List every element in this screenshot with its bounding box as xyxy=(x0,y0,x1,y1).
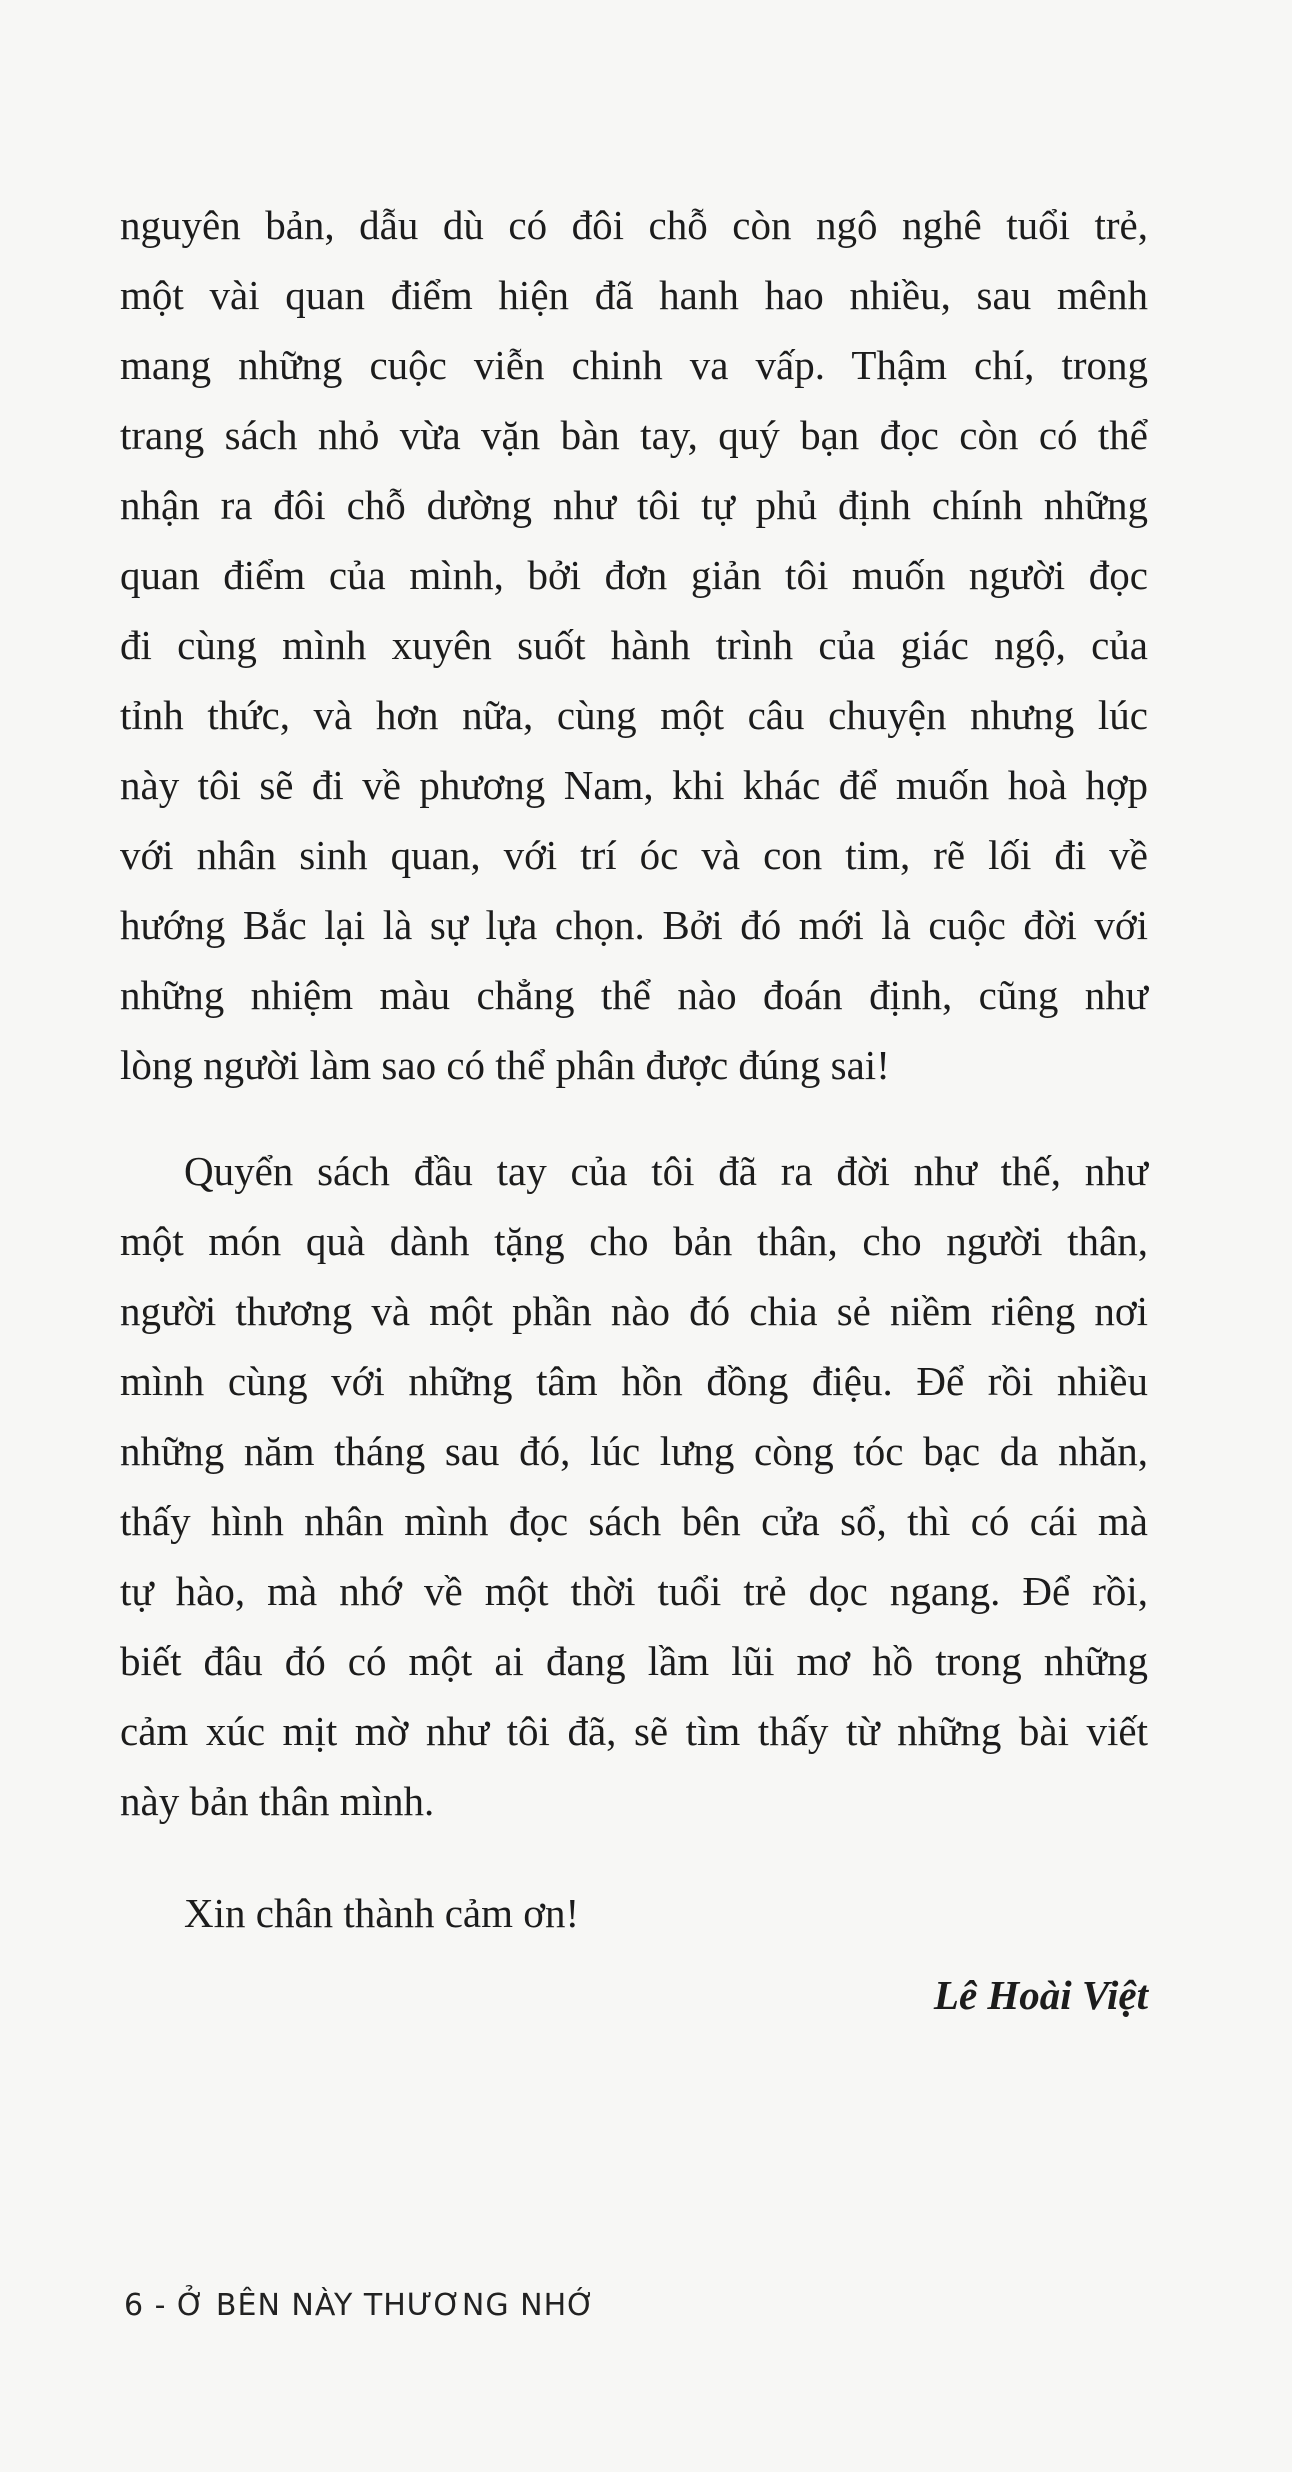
text-line: biết đâu đó có một ai đang lầm lũi mơ hồ trong những xyxy=(120,1638,1148,1684)
text-line: một món quà dành tặng cho bản thân, cho người thân, xyxy=(120,1218,1148,1264)
text-line: thấy hình nhân mình đọc sách bên cửa sổ, thì có cái mà xyxy=(120,1498,1148,1544)
closing-line: Xin chân thành cảm ơn! xyxy=(184,1890,580,1936)
text-line: những năm tháng sau đó, lúc lưng còng tóc bạc da nhăn, xyxy=(120,1428,1148,1474)
paragraph-2 xyxy=(120,1136,1148,1836)
text-line: lòng người làm sao có thể phân được đúng sai! xyxy=(120,1042,890,1088)
text-line: này bản thân mình. xyxy=(120,1778,435,1824)
page-footer: 6 - Ở BÊN NÀY THƯƠNG NHỚ xyxy=(124,2288,596,2323)
paragraph-gap xyxy=(120,1100,1148,1136)
text-line: những nhiệm màu chẳng thể nào đoán định, cũng như xyxy=(120,972,1148,1018)
text-line: cảm xúc mịt mờ như tôi đã, sẽ tìm thấy từ những bài viết xyxy=(120,1708,1148,1754)
text-line: hướng Bắc lại là sự lựa chọn. Bởi đó mới là cuộc đời với xyxy=(120,902,1148,948)
paragraph-1 xyxy=(120,190,1148,1100)
text-line: mang những cuộc viễn chinh va vấp. Thậm chí, trong xyxy=(120,342,1148,388)
text-line: quan điểm của mình, bởi đơn giản tôi muốn người đọc xyxy=(120,552,1148,598)
text-line: tỉnh thức, và hơn nữa, cùng một câu chuyện nhưng lúc xyxy=(120,692,1148,738)
author-signature: Lê Hoài Việt xyxy=(933,1972,1148,2018)
text-line: với nhân sinh quan, với trí óc và con tim, rẽ lối đi về xyxy=(120,832,1148,878)
text-line: người thương và một phần nào đó chia sẻ niềm riêng nơi xyxy=(120,1288,1148,1334)
text-line: tự hào, mà nhớ về một thời tuổi trẻ dọc ngang. Để rồi, xyxy=(120,1568,1148,1614)
text-line: trang sách nhỏ vừa vặn bàn tay, quý bạn đọc còn có thể xyxy=(120,412,1148,458)
body-text xyxy=(120,190,1148,1836)
text-line: này tôi sẽ đi về phương Nam, khi khác để muốn hoà hợp xyxy=(120,762,1148,808)
text-line: nhận ra đôi chỗ dường như tôi tự phủ định chính những xyxy=(120,482,1148,528)
text-line: mình cùng với những tâm hồn đồng điệu. Để rồi nhiều xyxy=(120,1358,1148,1404)
text-line: một vài quan điểm hiện đã hanh hao nhiều, sau mênh xyxy=(120,272,1148,318)
text-line: đi cùng mình xuyên suốt hành trình của giác ngộ, của xyxy=(120,622,1148,668)
text-line: nguyên bản, dẫu dù có đôi chỗ còn ngô nghê tuổi trẻ, xyxy=(120,202,1148,248)
text-line: Quyển sách đầu tay của tôi đã ra đời như thế, như xyxy=(184,1148,1148,1194)
